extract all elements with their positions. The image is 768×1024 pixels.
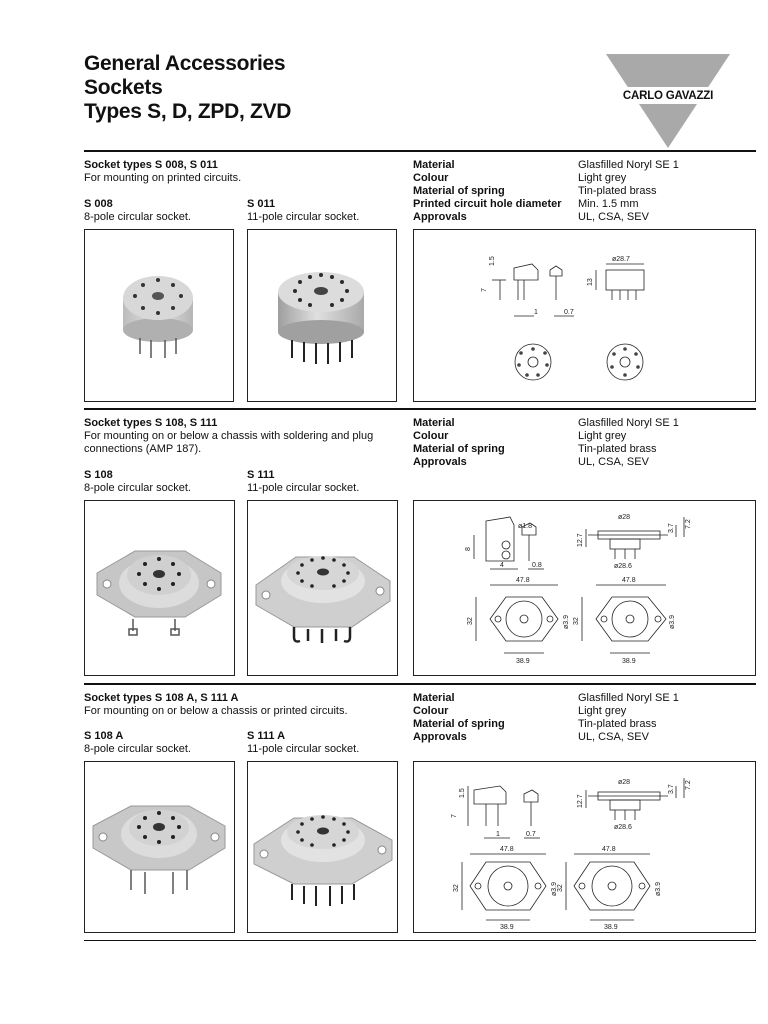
dim-label: 7.2 <box>685 780 692 790</box>
section-description: For mounting on or below a chassis or printed circuits. <box>84 705 348 717</box>
spec-row <box>413 211 753 224</box>
section-title: Socket types S 108, S 111 <box>84 417 218 429</box>
model-description: 8-pole circular socket. <box>84 211 191 223</box>
spec-value: Light grey <box>578 705 627 717</box>
spec-row <box>413 731 753 744</box>
spec-value: Light grey <box>578 172 627 184</box>
dim-label: 32 <box>573 617 580 625</box>
dim-label: 32 <box>467 617 474 625</box>
spec-table <box>413 159 753 224</box>
section-title: Socket types S 108 A, S 111 A <box>84 692 239 704</box>
model-name: S 011 <box>247 198 276 210</box>
model-name: S 111 <box>247 469 275 481</box>
section-divider <box>84 940 756 941</box>
product-photo-s111a <box>247 761 398 933</box>
dim-label: 32 <box>557 884 564 892</box>
dim-label: 38.9 <box>500 924 514 931</box>
product-photo-s111 <box>247 500 398 676</box>
spec-table <box>413 692 753 744</box>
spec-table <box>413 417 753 469</box>
spec-key: Colour <box>413 705 449 717</box>
dimension-drawing-2 <box>413 500 756 676</box>
spec-key: Colour <box>413 172 449 184</box>
page-title <box>84 52 291 124</box>
dim-label: 32 <box>453 884 460 892</box>
dim-label: 4 <box>500 562 504 569</box>
dim-label: ø28.6 <box>614 563 632 570</box>
spec-key: Material of spring <box>413 718 505 730</box>
section-title: Socket types S 008, S 011 <box>84 159 218 171</box>
dim-label: ø28.7 <box>612 256 630 263</box>
spec-value: Glasfilled Noryl SE 1 <box>578 692 679 704</box>
dim-label: 7.2 <box>685 519 692 529</box>
dimension-drawing-1 <box>413 229 756 402</box>
spec-value: Light grey <box>578 430 627 442</box>
spec-key: Material <box>413 159 455 171</box>
product-photo-s008 <box>84 229 234 402</box>
dim-label: 12.7 <box>577 533 584 547</box>
model-description: 8-pole circular socket. <box>84 743 191 755</box>
dim-label: 1.5 <box>459 788 466 798</box>
spec-row <box>413 198 753 211</box>
spec-key: Colour <box>413 430 449 442</box>
spec-value: UL, CSA, SEV <box>578 211 649 223</box>
spec-row <box>413 159 753 172</box>
spec-key: Approvals <box>413 456 467 468</box>
model-description: 11-pole circular socket. <box>247 482 360 494</box>
spec-key: Material of spring <box>413 443 505 455</box>
dim-label: 0.8 <box>532 562 542 569</box>
section-divider <box>84 683 756 685</box>
dim-label: 38.9 <box>516 658 530 665</box>
dim-label: 1 <box>496 831 500 838</box>
spec-row <box>413 692 753 705</box>
spec-value: Tin-plated brass <box>578 443 657 455</box>
spec-key: Material <box>413 692 455 704</box>
dim-label: 1.5 <box>489 256 496 266</box>
spec-row <box>413 172 753 185</box>
dim-label: 13 <box>587 278 594 286</box>
dim-label: ø3.9 <box>669 614 676 629</box>
dim-label: 7 <box>451 814 458 818</box>
spec-row <box>413 443 753 456</box>
dim-label: 1 <box>534 309 538 316</box>
dim-label: 0.7 <box>564 309 574 316</box>
dim-label: 47.8 <box>602 846 616 853</box>
dim-label: ø28.6 <box>614 824 632 831</box>
spec-key: Material of spring <box>413 185 505 197</box>
dim-label: ø3.9 <box>655 881 662 896</box>
title-line: Sockets <box>84 76 163 99</box>
spec-key: Printed circuit hole diameter <box>413 198 562 210</box>
spec-key: Approvals <box>413 731 467 743</box>
dim-label: 0.7 <box>526 831 536 838</box>
spec-value: UL, CSA, SEV <box>578 731 649 743</box>
dim-label: ø3.9 <box>551 881 558 896</box>
brand-name: CARLO GAVAZZI <box>622 90 714 102</box>
spec-row <box>413 417 753 430</box>
section-divider <box>84 408 756 410</box>
dim-label: ø28 <box>618 779 631 786</box>
spec-row <box>413 185 753 198</box>
spec-value: Glasfilled Noryl SE 1 <box>578 417 679 429</box>
dim-label: 8 <box>465 547 472 551</box>
dimension-drawing-3 <box>413 761 756 933</box>
model-description: 11-pole circular socket. <box>247 743 360 755</box>
spec-row <box>413 456 753 469</box>
model-name: S 108 <box>84 469 113 481</box>
model-name: S 111 A <box>247 730 286 742</box>
spec-value: Glasfilled Noryl SE 1 <box>578 159 679 171</box>
spec-row <box>413 430 753 443</box>
dim-label: 47.8 <box>622 577 636 584</box>
dim-label: 3.7 <box>668 523 675 533</box>
section-description: For mounting on or below a chassis with soldering and plug connections (AMP 187). <box>84 430 374 455</box>
model-description: 11-pole circular socket. <box>247 211 360 223</box>
title-line: Types S, D, ZPD, ZVD <box>84 100 292 123</box>
dim-label: 38.9 <box>604 924 618 931</box>
product-photo-s011 <box>247 229 397 402</box>
section-divider <box>84 150 756 152</box>
dim-label: 7 <box>481 288 488 292</box>
dim-label: ø3.9 <box>563 614 570 629</box>
brand-logo <box>606 54 730 148</box>
dim-label: 47.8 <box>516 577 530 584</box>
title-line: General Accessories <box>84 52 286 75</box>
dim-label: 12.7 <box>577 794 584 808</box>
spec-row <box>413 718 753 731</box>
spec-value: Min. 1.5 mm <box>578 198 639 210</box>
model-name: S 008 <box>84 198 113 210</box>
dim-label: 47.8 <box>500 846 514 853</box>
dim-label: ø28 <box>618 514 631 521</box>
dim-label: 3.7 <box>668 784 675 794</box>
spec-value: UL, CSA, SEV <box>578 456 649 468</box>
section-description: For mounting on printed circuits. <box>84 172 242 184</box>
spec-key: Material <box>413 417 455 429</box>
product-photo-s108 <box>84 500 235 676</box>
dim-label: ø1.8 <box>518 523 533 530</box>
model-description: 8-pole circular socket. <box>84 482 191 494</box>
model-name: S 108 A <box>84 730 124 742</box>
spec-value: Tin-plated brass <box>578 718 657 730</box>
product-photo-s108a <box>84 761 235 933</box>
spec-value: Tin-plated brass <box>578 185 657 197</box>
spec-key: Approvals <box>413 211 467 223</box>
dim-label: 38.9 <box>622 658 636 665</box>
spec-row <box>413 705 753 718</box>
